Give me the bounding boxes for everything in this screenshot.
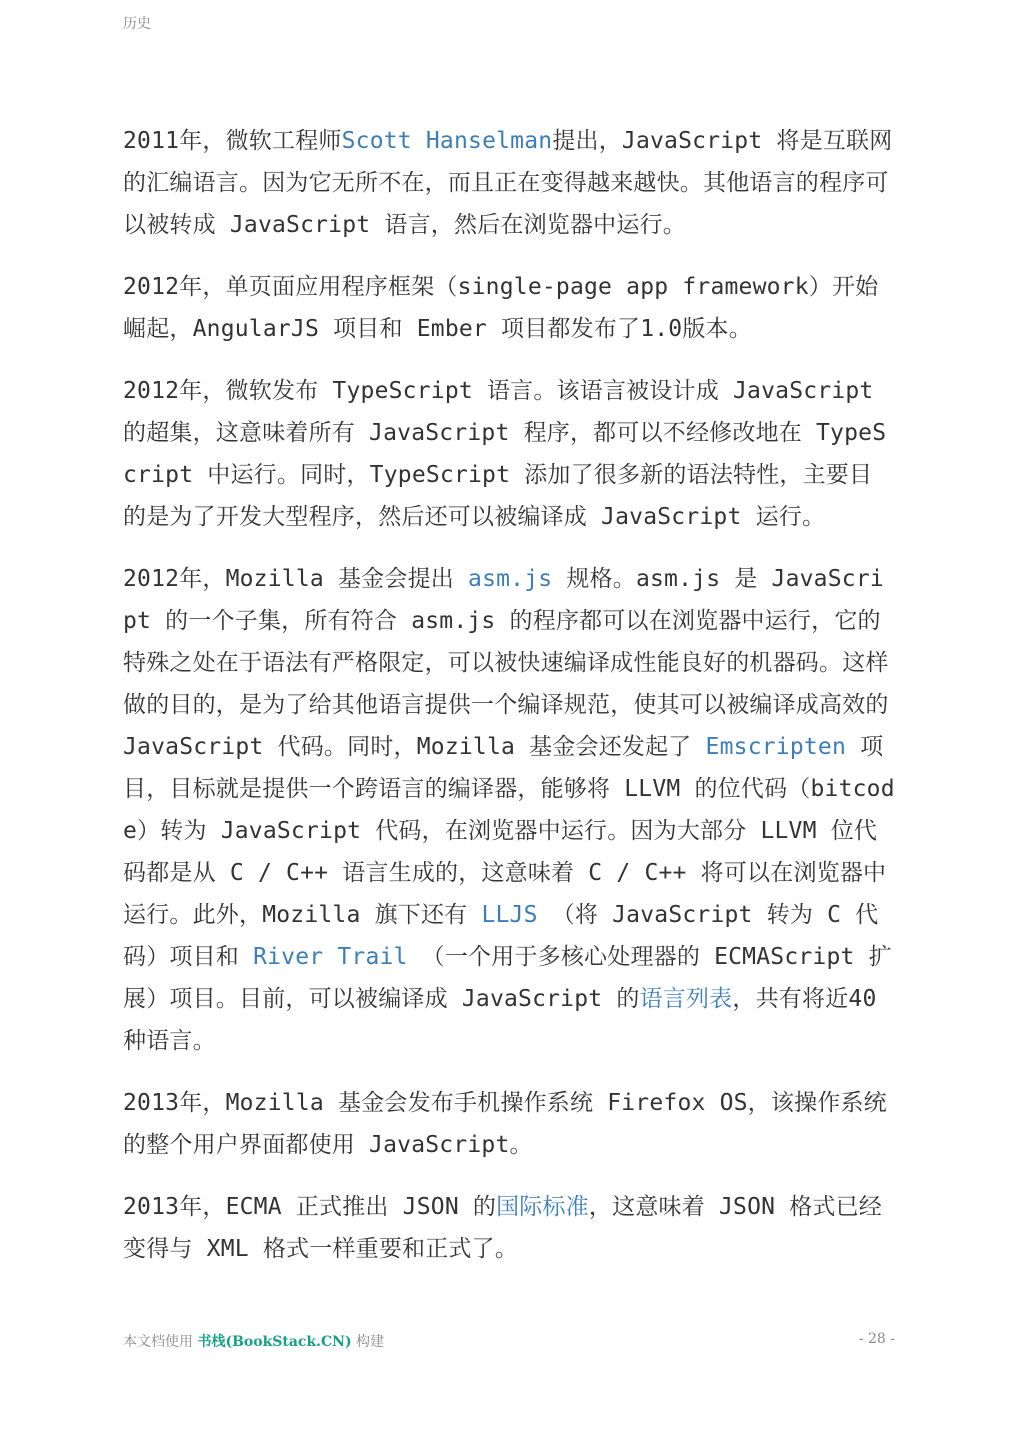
inline-link[interactable]: Emscripten xyxy=(705,734,847,760)
section-title: 历史 xyxy=(123,16,151,32)
document-body xyxy=(123,120,895,1290)
footer-suffix: 构建 xyxy=(351,1334,385,1350)
paragraph xyxy=(123,266,895,350)
paragraph-text: 2012年，Mozilla 基金会提出 xyxy=(123,566,469,592)
paragraph xyxy=(123,370,895,538)
footer-prefix: 本文档使用 xyxy=(123,1334,198,1350)
paragraph-text: （一个用于多核心处理器的 ECMAScript 扩展）项目。目前，可以被编译成 JavaScript 的 xyxy=(123,944,892,1012)
paragraph-text: 项目，目标就是提供一个跨语言的编译器，能够将 LLVM 的位代码（bitcode）转为 JavaScript 代码，在浏览器中运行。因为大部分 LLVM 位代码都是从 C / C++ 语言生成的，这意味着 C / C++ 将可以在浏览器中运行。此外，Mozilla 旗下还有 xyxy=(123,734,895,928)
paragraph xyxy=(123,558,895,1062)
paragraph-text: 2013年，Mozilla 基金会发布手机操作系统 Firefox OS，该操作系统的整个用户界面都使用 JavaScript。 xyxy=(123,1090,887,1158)
paragraph xyxy=(123,120,895,246)
running-header xyxy=(123,13,151,33)
inline-link[interactable]: asm.js xyxy=(468,566,553,592)
paragraph-text: ，这意味着 JSON 格式已经变得与 XML 格式一样重要和正式了。 xyxy=(123,1194,883,1262)
page-footer xyxy=(123,1331,895,1351)
page-number: - 28 - xyxy=(858,1331,895,1347)
paragraph-text: 2012年，微软发布 TypeScript 语言。该语言被设计成 JavaScript 的超集，这意味着所有 JavaScript 程序，都可以不经修改地在 TypeScript 中运行。同时，TypeScript 添加了很多新的语法特性，主要目的是为了开发大型程序，然后还可以被编译成 JavaScript 运行。 xyxy=(123,378,887,530)
paragraph xyxy=(123,1186,895,1270)
inline-link[interactable]: Scott Hanselman xyxy=(341,128,553,154)
paragraph-text: （将 JavaScript 转为 C 代码）项目和 xyxy=(123,902,879,970)
inline-link[interactable]: River Trail xyxy=(253,944,408,970)
inline-link[interactable]: 语言列表 xyxy=(639,986,733,1012)
paragraph-text: 规格。asm.js 是 JavaScript 的一个子集，所有符合 asm.js 的程序都可以在浏览器中运行，它的特殊之处在于语法有严格限定，可以被快速编译成性能良好的机器码。这样做的目的，是为了给其他语言提供一个编译规范，使其可以被编译成高效的 JavaScript 代码。同时，Mozilla 基金会还发起了 xyxy=(123,566,889,760)
paragraph xyxy=(123,1082,895,1166)
paragraph-text: 2013年，ECMA 正式推出 JSON 的 xyxy=(123,1194,497,1220)
paragraph-text: 2011年，微软工程师 xyxy=(123,128,342,154)
footer-brand-link[interactable]: 书栈(BookStack.CN) xyxy=(197,1334,352,1350)
inline-link[interactable]: 国际标准 xyxy=(496,1194,589,1220)
paragraph-text: 提出，JavaScript 将是互联网的汇编语言。因为它无所不在，而且正在变得越来越快。其他语言的程序可以被转成 JavaScript 语言，然后在浏览器中运行。 xyxy=(123,128,893,238)
paragraph-text: 2012年，单页面应用程序框架（single-page app framework）开始崛起，AngularJS 项目和 Ember 项目都发布了1.0版本。 xyxy=(123,274,879,342)
inline-link[interactable]: LLJS xyxy=(481,902,538,928)
paragraph-text: ，共有将近40种语言。 xyxy=(123,986,877,1054)
